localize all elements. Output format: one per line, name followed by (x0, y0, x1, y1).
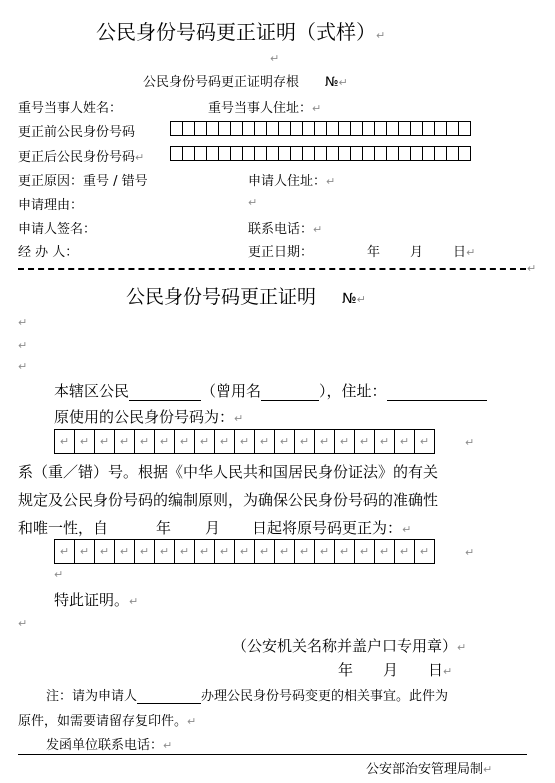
cert-para1: 系（重／错）号。根据《中华人民共和国居民身份证法》的有关 (18, 463, 439, 481)
return-mark: ↵ (18, 339, 28, 352)
stub-title: 公民身份号码更正证明（式样）↵ (96, 20, 386, 44)
apply-reason-label: 申请理由： (18, 198, 84, 213)
dup-address-label: 重号当事人住址：↵ (208, 101, 322, 116)
hereby-certify: 特此证明。↵ (54, 591, 139, 609)
handler-label: 经 办 人： (18, 245, 79, 260)
id-before-boxes (170, 121, 470, 136)
seal-note: （公安机关名称并盖户口专用章）↵ (232, 637, 467, 655)
return-mark: ↵ (465, 546, 475, 559)
return-mark: ↵ (248, 196, 258, 209)
stub-subtitle: 公民身份号码更正证明存根 №↵ (143, 75, 348, 90)
cut-line (18, 268, 526, 270)
note-line2: 原件，如需要请留存复印件。↵ (18, 714, 197, 729)
cert-para2: 规定及公民身份号码的编制原则，为确保公民身份号码的准确性 (18, 491, 439, 509)
footer-rule (18, 754, 527, 755)
applicant-sign-label: 申请人签名： (18, 222, 97, 237)
applicant-address-label: 申请人住址：↵ (248, 174, 336, 189)
correction-date: 更正日期： 年 月 日↵ (248, 245, 476, 260)
original-id-boxes: ↵ ↵ ↵ ↵ ↵ ↵ ↵ ↵ ↵ ↵ ↵ ↵ ↵ ↵ ↵ ↵ ↵ ↵ ↵ (54, 429, 434, 454)
phone-label: 联系电话：↵ (248, 222, 323, 237)
return-mark: ↵ (18, 617, 28, 630)
dup-name-label: 重号当事人姓名： (18, 101, 123, 116)
return-mark: ↵ (54, 568, 64, 581)
new-id-boxes: ↵ ↵ ↵ ↵ ↵ ↵ ↵ ↵ ↵ ↵ ↵ ↵ ↵ ↵ ↵ ↵ ↵ ↵ ↵ (54, 539, 434, 564)
return-mark: ↵ (18, 316, 28, 329)
return-mark: ↵ (527, 262, 537, 275)
id-after-label: 更正后公民身份号码↵ (18, 150, 145, 165)
id-before-label: 更正前公民身份号码 (18, 125, 136, 140)
return-mark: ↵ (18, 360, 28, 373)
seal-date: 年 月 日↵ (338, 661, 453, 679)
note-line1: 注：请为申请人 办理公民身份号码变更的相关事宜。此件为 (46, 689, 449, 704)
sender-phone: 发函单位联系电话：↵ (46, 738, 173, 753)
return-mark: ↵ (270, 52, 280, 65)
reason-label: 更正原因：重号 / 错号 (18, 174, 148, 189)
footer-issuer: 公安部治安管理局制↵ (366, 762, 493, 777)
cert-line1: 本辖区公民 （曾用名 ），住址： (54, 380, 487, 401)
cert-line2: 原使用的公民身份号码为：↵ (54, 408, 244, 426)
id-after-boxes (170, 146, 470, 161)
cert-para3: 和唯一性，自 年 月 日起将原号码更正为：↵ (18, 519, 412, 537)
cert-title: 公民身份号码更正证明 №↵ (126, 286, 366, 308)
return-mark: ↵ (465, 436, 475, 449)
